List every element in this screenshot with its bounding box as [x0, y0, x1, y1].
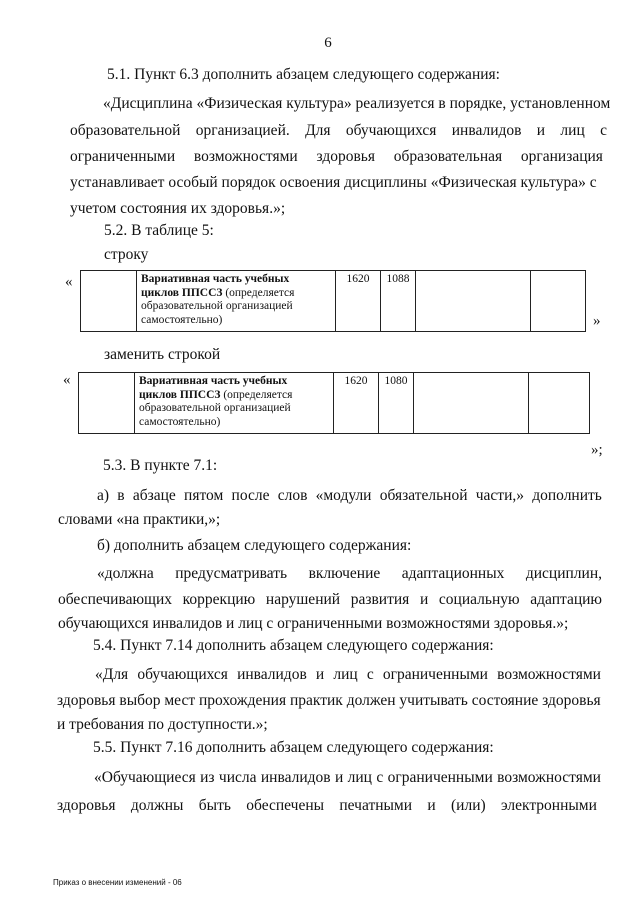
- section-5-2-heading: 5.2. В таблице 5:: [104, 222, 214, 239]
- replace-label: заменить строкой: [104, 346, 221, 363]
- paragraph-line: словами «на практики,»;: [58, 511, 221, 528]
- paragraph-line: «должна предусматривать включение адаптационных дисциплин,: [97, 565, 602, 582]
- paragraph-line: учетом состояния их здоровья.»;: [70, 200, 286, 217]
- paragraph-line: «Для обучающихся инвалидов и лиц с ограниченными возможностями: [95, 666, 601, 683]
- paragraph-line: обеспечивающих коррекцию нарушений развития и социальную адаптацию: [58, 591, 602, 608]
- table-cell-empty: [79, 373, 135, 434]
- paragraph-line: б) дополнить абзацем следующего содержания:: [97, 537, 412, 554]
- table-cell-value: 1620: [334, 373, 379, 434]
- open-quote: «: [63, 372, 71, 388]
- section-5-4-heading: 5.4. Пункт 7.14 дополнить абзацем следующего содержания:: [93, 637, 494, 654]
- table-cell-empty: [531, 271, 586, 332]
- paragraph-line: образовательной организацией. Для обучающихся инвалидов и лиц с: [70, 122, 607, 139]
- paragraph-line: «Дисциплина «Физическая культура» реализуется в порядке, установленном: [103, 95, 611, 112]
- close-quote: »: [593, 313, 601, 329]
- paragraph-line: а) в абзаце пятом после слов «модули обязательной части,» дополнить: [97, 487, 602, 504]
- section-5-3-heading: 5.3. В пункте 7.1:: [103, 457, 218, 474]
- table-cell-value: 1080: [379, 373, 414, 434]
- row-label: строку: [104, 246, 149, 263]
- table-cell-empty: [81, 271, 137, 332]
- paragraph-line: здоровья должны быть обеспечены печатными и (или) электронными: [57, 797, 597, 814]
- paragraph-line: устанавливает особый порядок освоения дисциплины «Физическая культура» с: [70, 174, 597, 191]
- footer-text: Приказ о внесении изменений - 06: [53, 878, 182, 887]
- table-row-old: [80, 270, 586, 332]
- table-cell-empty: [529, 373, 590, 434]
- page-number: 6: [324, 35, 332, 51]
- table-cell-empty: [416, 271, 531, 332]
- table-cell-value: 1620: [336, 271, 381, 332]
- paragraph-line: здоровья выбор мест прохождения практик должен учитывать состояние здоровья: [57, 692, 601, 709]
- table-cell-description: Вариативная часть учебных циклов ППССЗ (определяется образовательной организацией самостоятельно): [135, 373, 334, 434]
- section-5-5-heading: 5.5. Пункт 7.16 дополнить абзацем следующего содержания:: [93, 739, 494, 756]
- close-quote: »;: [591, 442, 603, 458]
- section-5-1-heading: 5.1. Пункт 6.3 дополнить абзацем следующего содержания:: [107, 66, 500, 83]
- paragraph-line: ограниченными возможностями здоровья образовательная организация: [70, 148, 603, 165]
- paragraph-line: и требования по доступности.»;: [57, 716, 268, 733]
- table-cell-description: Вариативная часть учебных циклов ППССЗ (определяется образовательной организацией самостоятельно): [137, 271, 336, 332]
- table-row-new: [78, 372, 590, 434]
- paragraph-line: «Обучающиеся из числа инвалидов и лиц с ограниченными возможностями: [94, 769, 601, 786]
- open-quote: «: [65, 274, 73, 290]
- table-cell-value: 1088: [381, 271, 416, 332]
- paragraph-line: обучающихся инвалидов и лиц с ограниченными возможностями здоровья.»;: [58, 615, 569, 632]
- table-cell-empty: [414, 373, 529, 434]
